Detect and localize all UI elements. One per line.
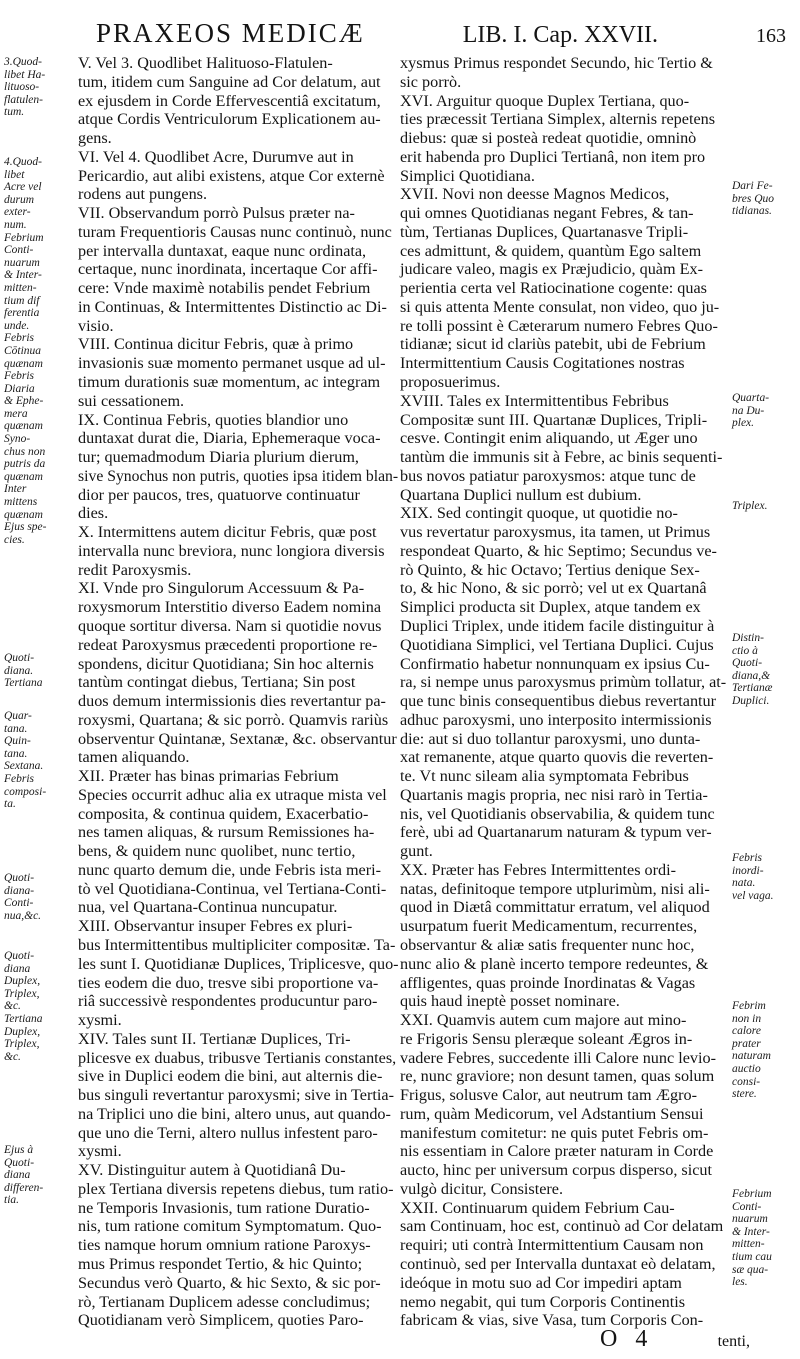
text-line: XIII. Observantur insuper Febres ex pluri- (78, 917, 353, 936)
text-line: X. Intermittens autem dicitur Febris, quæ post (78, 523, 377, 542)
text-line: Quotidiana Simplici, vel Tertiana Duplici. Cujus (400, 635, 714, 654)
text-line: certaque, nunc inordinata, incertaque Cor affi- (78, 260, 378, 279)
text-line: observentur Quintanæ, Sextanæ, &c. observantur (78, 729, 397, 748)
text-line: die: aut si duo tollantur paroxysmi, uno dunta- (400, 729, 701, 748)
text-line: si quis attenta Mente consulat, non video, quo ju- (400, 297, 720, 316)
text-line: rodens aut pungens. (78, 185, 208, 204)
page-footer (560, 1326, 750, 1353)
text-line: spondens, dicitur Quotidiana; Sin hoc alternis (78, 654, 374, 673)
catchword: tenti, (717, 1333, 750, 1350)
text-line: vadere Febres, succedente illi Calore nunc levio- (400, 1048, 716, 1067)
text-line: adhuc paroxysmi, uno interposito intermissionis (400, 710, 712, 729)
text-line: gens. (78, 129, 112, 148)
text-line: qui omnes Quotidianas negant Febres, & tan- (400, 204, 694, 223)
text-line: Quartana Duplici nullum est dubium. (400, 485, 642, 504)
text-line: atque Cordis Ventriculorum Explicationem au- (78, 110, 381, 129)
text-line: roxysmi, Quartana; & sic porrò. Quamvis rariùs (78, 710, 389, 729)
text-line: ne Temporis Invasionis, tum ratione Duratio- (78, 1198, 370, 1217)
text-line: VI. Vel 4. Quodlibet Acre, Durumve aut in (78, 147, 354, 166)
text-line: natas, definitoque tempore utplurimùm, nisi ali- (400, 879, 710, 898)
text-line: ces admittunt, & quidem, quantùm Ego saltem (400, 241, 702, 260)
text-line: in Continuas, & Intermittentes Distinctio ac Di- (78, 297, 387, 316)
text-line: Pericardio, aut alibi existens, atque Cor externè (78, 166, 385, 185)
text-line: bus singuli revertantur paroxysmi; sive in Tertia- (78, 1086, 394, 1105)
text-line: tamen aliquando. (78, 748, 190, 767)
text-line: turam Frequentioris Causas nunc continuò, nunc (78, 222, 392, 241)
text-line: bens, & quidem nunc quolibet, nunc tertio, (78, 842, 356, 861)
text-line: tur; quemadmodum Diaria plurium dierum, (78, 448, 359, 467)
text-line: quod in Diætâ committatur erratum, vel aliquod (400, 898, 710, 917)
text-line: ex ejusdem in Corde Effervescentiâ excitatum, (78, 91, 381, 110)
text-line: proposuerimus. (400, 373, 501, 392)
text-line: XVIII. Tales ex Intermittentibus Febribus (400, 391, 669, 410)
text-line: vulgò dicitur, Consistere. (400, 1179, 564, 1198)
text-line: Duplici Triplex, unde itidem facile distinguitur à (400, 616, 715, 635)
text-line: VII. Observandum porrò Pulsus præter na- (78, 204, 355, 223)
text-line: XXI. Quamvis autem cum majore aut mino- (400, 1011, 687, 1030)
text-line: ferè, ubi ad Quartanarum naturam & typum ver- (400, 823, 712, 842)
text-line: tantùm die immunis sit à Febre, ac binis sequenti- (400, 448, 723, 467)
text-line: nis essentiam in Calore præter naturam in Corde (400, 1142, 714, 1161)
text-line: Intermittentium Causis Cogitationes nostras (400, 354, 685, 373)
margin-note: Quarta- na Du- plex. (732, 392, 770, 430)
signature-mark: O 4 (600, 1326, 654, 1352)
text-line: XV. Distinguitur autem à Quotidianâ Du- (78, 1161, 346, 1180)
text-line: nes tamen aliquas, & rursum Remissiones ha- (78, 823, 375, 842)
text-line: per intervalla duntaxat, eaque nunc ordinata, (78, 241, 367, 260)
margin-note: 4.Quod- libet Acre vel durum exter- num. Febrium Conti- nuarum & Inter- mitten- tium dif ferentia unde. Febris Cōtinua quænam Febris Diaria & Ephe- mera quænam Syno- chus non putris da quænam Inter mittens quænam Ejus spe- cies. (4, 156, 47, 546)
text-line: affligentes, quas proinde Inordinatas & Vagas (400, 973, 696, 992)
text-line: que tunc binis consequentibus diebus revertantur (400, 692, 717, 711)
text-line: nunc alio & planè incerto tempore redeuntes, & (400, 954, 709, 973)
text-line: rò, Tertianam Duplicem adesse concludimus; (78, 1292, 371, 1311)
text-line: les sunt I. Quotidianæ Duplices, Triplicesve, quo- (78, 954, 399, 973)
text-line: ties præcessit Tertiana Simplex, alternis repetens (400, 110, 716, 129)
text-line: redeat Paroxysmus præcedenti proportione re- (78, 635, 378, 654)
text-line: dior per paucos, tres, quatuorve continuatur (78, 485, 360, 504)
text-line: XIV. Tales sunt II. Tertianæ Duplices, Tri- (78, 1029, 351, 1048)
text-line: IX. Continua Febris, quoties blandior uno (78, 410, 349, 429)
book-and-chapter: LIB. I. Cap. XXVII. (462, 22, 659, 48)
text-line: VIII. Continua dicitur Febris, quæ à primo (78, 335, 354, 354)
text-line: invasionis suæ momento permanet usque ad ul- (78, 354, 386, 373)
book-title: PRAXEOS MEDICÆ (96, 18, 365, 48)
text-line: Quartanis magis propria, nec nisi rarò in Tertia- (400, 785, 708, 804)
text-line: nunc quarto demum die, unde Febris ista meri- (78, 860, 381, 879)
text-line: visio. (78, 316, 114, 335)
text-line: continuò, sed per Intervalla duntaxat eò delatam, (400, 1255, 716, 1273)
text-line: re Frigoris Sensu pleræque soleant Ægros in- (400, 1029, 693, 1048)
margin-note: Dari Fe- bres Quo tidianas. (732, 180, 775, 218)
text-line: XI. Vnde pro Singulorum Accessuum & Pa- (78, 579, 365, 598)
margin-note: Quoti- diana Duplex, Triplex, &c. Tertiana Duplex, Triplex, &c. (4, 950, 43, 1063)
text-line: ties eodem die duo, tresve sibi proportione va- (78, 973, 379, 992)
text-line: Confirmatio habetur nonnunquam ex ipsius Cu- (400, 654, 710, 673)
text-line: ra, si nempe unus paroxysmus primùm tollatur, at- (400, 673, 727, 692)
margin-note: Quoti- diana- Conti- nua,&c. (4, 872, 42, 922)
text-line: timum durationis suæ momentum, ac integram (78, 373, 381, 392)
text-line: tum, itidem cum Sanguine ad Cor delatum, aut (78, 72, 381, 91)
text-line: aucto, hinc per universum corpus disperso, sicut (400, 1161, 712, 1180)
text-line: re, nunc graviore; non desunt tamen, quas solum (400, 1067, 715, 1086)
text-line: ideóque in motu suo ad Cor impediri aptam (400, 1273, 682, 1292)
text-line: nua, vel Quartana-Continua nuncupatur. (78, 898, 338, 917)
text-line: Secundus verò Quarto, & hic Sexto, & sic por- (78, 1273, 381, 1292)
text-line: que uno die Terni, altero nullus infestent paro- (78, 1123, 378, 1142)
text-line: fabricam & vias, sive Vasa, tum Corporis Con- (400, 1311, 704, 1330)
text-line: XII. Præter has binas primarias Febrium (78, 767, 339, 786)
text-line: tantùm contingat diebus, Tertiana; Sin post (78, 673, 356, 692)
margin-note: Febris inordi- nata. vel vaga. (732, 852, 774, 902)
text-line: cesve. Contingit enim aliquando, ut Æger uno (400, 429, 698, 448)
text-line: xysmi. (78, 1142, 122, 1161)
text-line: sive in Duplici eodem die bini, aut alternis die- (78, 1067, 383, 1086)
text-line: xysmi. (78, 1011, 122, 1030)
text-line: bus Intermittentibus multipliciter compositæ. Ta- (78, 935, 396, 954)
margin-note: Ejus à Quoti- diana differen- tia. (4, 1144, 44, 1207)
text-line: cere: Vnde maximè notabilis pendet Febrium (78, 279, 371, 298)
text-line: tùm, Tertianas Duplices, Quartanasve Tripli- (400, 222, 689, 241)
text-line: Quotidianam verò Simplicem, quoties Paro- (78, 1311, 364, 1330)
text-line: tò vel Quotidiana-Continua, vel Tertiana-Conti- (78, 879, 387, 898)
running-header (96, 18, 786, 50)
text-line: re tolli possint è Cæterarum numero Febres Quo- (400, 316, 718, 335)
text-line: usurpatum fuerit Medicamentum, recurrentes, (400, 917, 698, 936)
text-line: duntaxat durat die, Diaria, Ephemeraque voca- (78, 429, 381, 448)
text-column-right (400, 54, 730, 1330)
text-line: sui cessationem. (78, 391, 185, 410)
margin-note: Distin- ctio à Quoti- diana,& Tertianæ Duplici. (732, 632, 773, 707)
text-line: roxysmorum Interstitio diverso Eadem nomina (78, 598, 382, 617)
text-line: quis haud ineptè posset nominare. (400, 992, 620, 1011)
text-line: XIX. Sed contingit quoque, ut quotidie no- (400, 504, 678, 523)
text-line: tidianæ; sicut id clariùs patebit, ubi de Febrium (400, 335, 706, 354)
text-line: Compositæ sunt III. Quartanæ Duplices, Tripli- (400, 410, 708, 429)
text-line: riâ successivè respondentes producuntur paro- (78, 992, 378, 1011)
text-line: judicare valeo, magis ex Præjudicio, quàm Ex- (400, 260, 703, 279)
margin-note: Febrim non in calore prater naturam auctio consi- stere. (732, 1000, 771, 1101)
text-line: dies. (78, 504, 109, 523)
text-line: observantur & aliæ satis frequenter nunc hoc, (400, 935, 695, 954)
text-line: xat remanente, atque quarto quovis die reverten- (400, 748, 714, 767)
text-line: nis, vel Quotidianis observabilia, & quidem tunc (400, 804, 715, 823)
text-line: nemo negabit, qui tum Corporis Continentis (400, 1292, 686, 1311)
text-line: Simplici Quotidiana. (400, 166, 535, 185)
text-line: duos demum intermissionis dies revertantur pa- (78, 692, 386, 711)
text-line: sive Synochus non putris, quoties ipsa itidem blan- (78, 466, 399, 485)
text-line: erit habenda pro Duplici Tertianâ, non item pro (400, 147, 706, 166)
text-line: rò Quinto, & hic Octavo; Tertius denique Sex- (400, 560, 700, 579)
text-line: intervalla nunc breviora, nunc longiora diversis (78, 541, 385, 560)
margin-note: Quoti- diana. Tertiana (4, 652, 43, 690)
margin-note: 3.Quod- libet Ha- lituoso- flatulen- tum. (4, 56, 46, 119)
text-line: plicesve ex duabus, tribusve Tertianis constantes, (78, 1048, 397, 1067)
text-line: sic porrò. (400, 72, 462, 91)
margin-note: Triplex. (732, 500, 768, 512)
text-line: redit Paroxysmis. (78, 560, 192, 579)
text-line: vus revertatur paroxysmus, ita tamen, ut Primus (400, 523, 711, 542)
text-line: XXII. Continuarum quidem Febrium Cau- (400, 1198, 675, 1217)
text-line: diebus: quæ si posteà redeat quotidie, omninò (400, 129, 697, 148)
text-column-left (78, 54, 398, 1330)
text-line: te. Vt nunc sileam alia symptomata Febribus (400, 767, 689, 786)
text-line: Frigus, solusve Calor, aut neutrum tam Ægro- (400, 1086, 697, 1105)
text-line: Simplici producta sit Duplex, atque tandem ex (400, 598, 701, 617)
text-line: requiri; uti contrà Intermittentium Causam non (400, 1236, 704, 1255)
text-line: sam Continuam, hoc est, continuò ad Cor delatam (400, 1217, 724, 1236)
text-line: bus novos patiatur paroxysmos: atque tunc de (400, 466, 696, 485)
text-line: XVI. Arguitur quoque Duplex Tertiana, quo- (400, 91, 690, 110)
text-line: ties namque horum omnium ratione Paroxys- (78, 1236, 371, 1255)
text-line: XX. Præter has Febres Intermittentes ordi- (400, 860, 677, 879)
text-line: to, & hic Nono, & sic porrò; vel ut ex Quartanâ (400, 579, 707, 598)
text-line: mus Primus respondet Tertio, & hic Quinto; (78, 1255, 363, 1273)
text-line: perientia certa vel Ratiocinatione cogente: quas (400, 279, 707, 298)
text-line: manifestum comitetur: ne quis putet Febris om- (400, 1123, 709, 1142)
text-line: rum, quàm Medicorum, vel Adstantium Sensui (400, 1104, 704, 1123)
text-line: xysmus Primus respondet Secundo, hic Tertio & (400, 54, 713, 72)
text-line: composita, & continua quidem, Exacerbatio- (78, 804, 369, 823)
page-number: 163 (756, 25, 786, 47)
margin-note: Febrium Conti- nuarum & Inter- mitten- tium cau sæ qua- les. (732, 1188, 772, 1289)
text-line: Species occurrit adhuc alia ex utraque mista vel (78, 785, 387, 804)
text-line: plex Tertiana diversis repetens diebus, tum ratio- (78, 1179, 394, 1198)
margin-note: Quar- tana. Quin- tana. Sextana. Febris composi- ta. (4, 710, 47, 811)
text-line: na Triplici uno die bini, altero unus, aut quando- (78, 1104, 391, 1123)
text-line: V. Vel 3. Quodlibet Halituoso-Flatulen- (78, 54, 333, 72)
text-line: respondeat Quarto, & hic Septimo; Secundus ve- (400, 541, 717, 560)
text-line: gunt. (400, 842, 433, 861)
text-line: quoque sortitur diversa. Nam si quotidie novus (78, 616, 382, 635)
text-line: nis, tum ratione comitum Symptomatum. Quo- (78, 1217, 382, 1236)
text-line: XVII. Novi non deesse Magnos Medicos, (400, 185, 670, 204)
